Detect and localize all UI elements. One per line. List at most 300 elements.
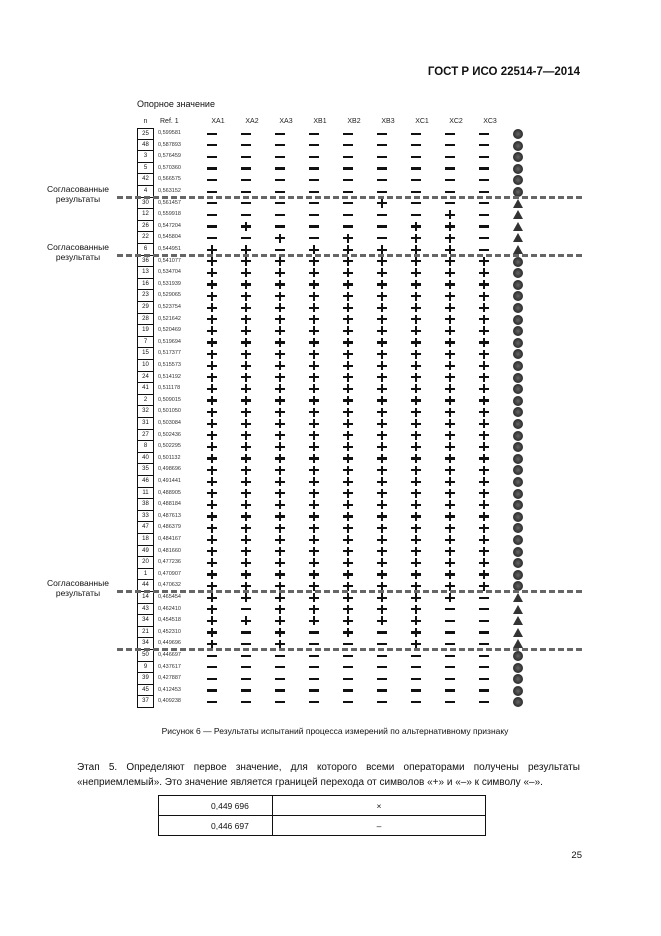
minus-icon <box>478 592 490 603</box>
plus-icon <box>206 441 218 452</box>
plus-icon <box>342 395 354 406</box>
plus-icon <box>376 279 388 290</box>
minus-icon <box>274 209 286 220</box>
plus-icon <box>478 569 490 580</box>
plus-icon <box>274 522 286 533</box>
table-row <box>0 534 661 546</box>
minus-icon <box>444 174 456 185</box>
sample-number: 9 <box>137 662 154 674</box>
plus-icon <box>410 534 422 545</box>
plus-icon <box>376 256 388 267</box>
minus-icon <box>410 650 422 661</box>
triangle-icon <box>513 222 523 231</box>
minus-icon <box>444 650 456 661</box>
reference-value: 0,465454 <box>158 594 181 600</box>
table-row <box>159 816 486 836</box>
plus-icon <box>444 406 456 417</box>
figure-subtitle: Опорное значение <box>137 99 215 109</box>
plus-icon <box>240 592 252 603</box>
reference-value: 0,521642 <box>158 315 181 322</box>
column-header-operator: XA3 <box>279 118 293 125</box>
plus-icon <box>240 464 252 475</box>
plus-icon <box>342 615 354 626</box>
plus-icon <box>308 418 320 429</box>
plus-icon <box>342 522 354 533</box>
table-cell-symbol: – <box>273 816 486 836</box>
plus-icon <box>342 627 354 638</box>
circle-icon <box>513 686 523 696</box>
table-row <box>0 325 661 337</box>
plus-icon <box>478 325 490 336</box>
plus-icon <box>206 627 218 638</box>
minus-icon <box>376 662 388 673</box>
plus-icon <box>410 592 422 603</box>
table-row <box>0 673 661 685</box>
plus-icon <box>478 557 490 568</box>
minus-icon <box>274 650 286 661</box>
minus-icon <box>410 140 422 151</box>
minus-icon <box>308 685 320 696</box>
plus-icon <box>410 430 422 441</box>
plus-icon <box>274 453 286 464</box>
minus-icon <box>206 221 218 232</box>
plus-icon <box>444 360 456 371</box>
minus-icon <box>410 128 422 139</box>
plus-icon <box>478 279 490 290</box>
circle-icon <box>513 175 523 185</box>
plus-icon <box>206 256 218 267</box>
triangle-icon <box>513 199 523 208</box>
plus-icon <box>308 406 320 417</box>
minus-icon <box>240 627 252 638</box>
reference-value: 0,599581 <box>158 130 181 136</box>
sample-number: 20 <box>137 557 154 569</box>
minus-icon <box>478 685 490 696</box>
plus-icon <box>342 325 354 336</box>
minus-icon <box>444 662 456 673</box>
table-row <box>0 685 661 697</box>
table-row <box>0 488 661 500</box>
plus-icon <box>274 290 286 301</box>
circle-icon <box>513 523 523 533</box>
plus-icon <box>206 418 218 429</box>
table-row <box>0 604 661 616</box>
triangle-icon <box>513 233 523 242</box>
plus-icon <box>274 476 286 487</box>
plus-icon <box>308 592 320 603</box>
minus-icon <box>308 673 320 684</box>
plus-icon <box>410 290 422 301</box>
sample-number: 19 <box>137 325 154 337</box>
plus-icon <box>274 464 286 475</box>
reference-value: 0,587893 <box>158 141 181 148</box>
plus-icon <box>444 546 456 557</box>
plus-icon <box>478 302 490 313</box>
sample-number: 22 <box>137 232 154 244</box>
table-row <box>0 140 661 152</box>
plus-icon <box>410 488 422 499</box>
minus-icon <box>308 151 320 162</box>
plus-icon <box>274 383 286 394</box>
plus-icon <box>444 325 456 336</box>
plus-icon <box>376 372 388 383</box>
plus-icon <box>274 604 286 615</box>
table-row <box>0 209 661 221</box>
sample-number: 33 <box>137 511 154 523</box>
plus-icon <box>444 488 456 499</box>
plus-icon <box>240 337 252 348</box>
plus-icon <box>478 534 490 545</box>
minus-icon <box>478 140 490 151</box>
table-row <box>0 627 661 639</box>
page-number: 25 <box>571 850 582 861</box>
sample-number: 32 <box>137 406 154 418</box>
table-cell-symbol: × <box>273 796 486 816</box>
plus-icon <box>410 256 422 267</box>
minus-icon <box>206 163 218 174</box>
sample-number: 7 <box>137 337 154 349</box>
minus-icon <box>240 650 252 661</box>
plus-icon <box>206 360 218 371</box>
minus-icon <box>274 696 286 707</box>
sample-number: 44 <box>137 580 154 592</box>
minus-icon <box>274 221 286 232</box>
plus-icon <box>478 546 490 557</box>
sample-number: 10 <box>137 360 154 372</box>
plus-icon <box>274 615 286 626</box>
minus-icon <box>376 140 388 151</box>
plus-icon <box>308 441 320 452</box>
plus-icon <box>342 476 354 487</box>
plus-icon <box>444 464 456 475</box>
reference-value: 0,446697 <box>158 652 181 658</box>
reference-value: 0,559918 <box>158 211 181 218</box>
minus-icon <box>274 174 286 185</box>
plus-icon <box>342 232 354 243</box>
plus-icon <box>240 279 252 290</box>
plus-icon <box>206 348 218 359</box>
plus-icon <box>410 499 422 510</box>
plus-icon <box>308 604 320 615</box>
reference-value: 0,488184 <box>158 501 181 508</box>
sample-number: 39 <box>137 673 154 685</box>
plus-icon <box>240 302 252 313</box>
sample-number: 27 <box>137 430 154 442</box>
column-header-operator: XB2 <box>347 118 361 125</box>
plus-icon <box>478 522 490 533</box>
plus-icon <box>308 615 320 626</box>
reference-value: 0,452310 <box>158 628 181 635</box>
table-row <box>0 337 661 349</box>
plus-icon <box>444 337 456 348</box>
minus-icon <box>478 221 490 232</box>
plus-icon <box>342 302 354 313</box>
reference-value: 0,481660 <box>158 547 181 554</box>
plus-icon <box>444 372 456 383</box>
reference-value: 0,509015 <box>158 396 181 403</box>
plus-icon <box>376 302 388 313</box>
plus-icon <box>206 592 218 603</box>
plus-icon <box>308 476 320 487</box>
plus-icon <box>444 418 456 429</box>
reference-value: 0,470632 <box>158 582 181 589</box>
triangle-icon <box>513 616 523 625</box>
plus-icon <box>376 476 388 487</box>
circle-icon <box>513 338 523 348</box>
minus-icon <box>376 696 388 707</box>
plus-icon <box>274 267 286 278</box>
minus-icon <box>240 209 252 220</box>
plus-icon <box>410 383 422 394</box>
circle-icon <box>513 477 523 487</box>
circle-icon <box>513 697 523 707</box>
plus-icon <box>308 279 320 290</box>
reference-value: 0,514192 <box>158 373 181 380</box>
plus-icon <box>444 232 456 243</box>
minus-icon <box>410 685 422 696</box>
minus-icon <box>240 662 252 673</box>
column-header-operator: XB3 <box>381 118 395 125</box>
plus-icon <box>478 372 490 383</box>
plus-icon <box>342 372 354 383</box>
column-header-operator: XC3 <box>483 118 497 125</box>
sample-number: 24 <box>137 372 154 384</box>
plus-icon <box>274 279 286 290</box>
circle-icon <box>513 384 523 394</box>
plus-icon <box>342 488 354 499</box>
sample-number: 34 <box>137 638 154 650</box>
plus-icon <box>410 511 422 522</box>
plus-icon <box>240 499 252 510</box>
reference-value: 0,454518 <box>158 617 181 624</box>
plus-icon <box>240 325 252 336</box>
plus-icon <box>478 476 490 487</box>
minus-icon <box>206 662 218 673</box>
column-header-operator: XB1 <box>313 118 327 125</box>
reference-value: 0,566575 <box>158 176 181 183</box>
plus-icon <box>308 569 320 580</box>
sample-number: 4 <box>137 186 154 198</box>
plus-icon <box>410 360 422 371</box>
plus-icon <box>410 348 422 359</box>
circle-icon <box>513 500 523 510</box>
plus-icon <box>274 314 286 325</box>
minus-icon <box>206 198 218 209</box>
triangle-icon <box>513 628 523 637</box>
plus-icon <box>240 534 252 545</box>
sample-number: 3 <box>137 151 154 163</box>
table-row <box>0 383 661 395</box>
plus-icon <box>478 267 490 278</box>
plus-icon <box>308 290 320 301</box>
minus-icon <box>206 209 218 220</box>
plus-icon <box>308 499 320 510</box>
reference-value: 0,449696 <box>158 640 181 647</box>
plus-icon <box>240 360 252 371</box>
plus-icon <box>410 279 422 290</box>
plus-icon <box>274 232 286 243</box>
column-header-n: n <box>143 118 148 125</box>
plus-icon <box>342 256 354 267</box>
plus-icon <box>478 360 490 371</box>
plus-icon <box>342 430 354 441</box>
plus-icon <box>410 406 422 417</box>
minus-icon <box>478 151 490 162</box>
minus-icon <box>478 174 490 185</box>
sample-number: 40 <box>137 453 154 465</box>
plus-icon <box>308 511 320 522</box>
minus-icon <box>240 140 252 151</box>
minus-icon <box>444 685 456 696</box>
circle-icon <box>513 164 523 174</box>
minus-icon <box>478 650 490 661</box>
plus-icon <box>444 511 456 522</box>
minus-icon <box>342 151 354 162</box>
minus-icon <box>274 140 286 151</box>
plus-icon <box>342 290 354 301</box>
plus-icon <box>240 615 252 626</box>
plus-icon <box>410 569 422 580</box>
sample-number: 31 <box>137 418 154 430</box>
minus-icon <box>240 163 252 174</box>
sample-number: 37 <box>137 696 154 708</box>
plus-icon <box>410 372 422 383</box>
plus-icon <box>444 476 456 487</box>
reference-value: 0,523754 <box>158 304 181 310</box>
minus-icon <box>478 232 490 243</box>
circle-icon <box>513 512 523 522</box>
plus-icon <box>240 314 252 325</box>
triangle-icon <box>513 210 523 219</box>
plus-icon <box>342 267 354 278</box>
minus-icon <box>478 696 490 707</box>
plus-icon <box>410 453 422 464</box>
reference-value: 0,561457 <box>158 199 181 206</box>
sample-number: 50 <box>137 650 154 662</box>
table-row <box>0 511 661 523</box>
minus-icon <box>410 163 422 174</box>
plus-icon <box>342 569 354 580</box>
plus-icon <box>308 325 320 336</box>
plus-icon <box>206 395 218 406</box>
plus-icon <box>410 464 422 475</box>
plus-icon <box>342 557 354 568</box>
minus-icon <box>342 128 354 139</box>
minus-icon <box>308 232 320 243</box>
plus-icon <box>206 430 218 441</box>
minus-icon <box>410 198 422 209</box>
table-row <box>0 696 661 708</box>
minus-icon <box>342 662 354 673</box>
reference-value: 0,502295 <box>158 443 181 450</box>
table-row <box>0 360 661 372</box>
table-row <box>0 499 661 511</box>
plus-icon <box>240 441 252 452</box>
plus-icon <box>240 557 252 568</box>
plus-icon <box>342 314 354 325</box>
plus-icon <box>410 302 422 313</box>
plus-icon <box>274 488 286 499</box>
plus-icon <box>444 569 456 580</box>
minus-icon <box>410 696 422 707</box>
plus-icon <box>206 337 218 348</box>
reference-value: 0,544951 <box>158 246 181 252</box>
minus-icon <box>444 696 456 707</box>
plus-icon <box>444 256 456 267</box>
plus-icon <box>444 348 456 359</box>
plus-icon <box>240 569 252 580</box>
minus-icon <box>444 128 456 139</box>
plus-icon <box>274 546 286 557</box>
minus-icon <box>206 696 218 707</box>
minus-icon <box>308 163 320 174</box>
plus-icon <box>410 441 422 452</box>
table-row <box>0 314 661 326</box>
minus-icon <box>274 685 286 696</box>
table-row <box>0 406 661 418</box>
plus-icon <box>410 627 422 638</box>
plus-icon <box>444 302 456 313</box>
reference-value: 0,498696 <box>158 466 181 473</box>
values-table <box>158 795 486 836</box>
plus-icon <box>240 372 252 383</box>
column-header-operator: XC2 <box>449 118 463 125</box>
boundary-dashed-line <box>117 590 582 593</box>
minus-icon <box>206 151 218 162</box>
minus-icon <box>308 627 320 638</box>
minus-icon <box>308 198 320 209</box>
plus-icon <box>308 383 320 394</box>
minus-icon <box>376 221 388 232</box>
plus-icon <box>206 522 218 533</box>
plus-icon <box>342 406 354 417</box>
plus-icon <box>410 395 422 406</box>
plus-icon <box>308 348 320 359</box>
reference-value: 0,477236 <box>158 559 181 566</box>
plus-icon <box>274 499 286 510</box>
plus-icon <box>342 337 354 348</box>
sample-number: 49 <box>137 546 154 558</box>
plus-icon <box>376 464 388 475</box>
plus-icon <box>206 314 218 325</box>
plus-icon <box>478 348 490 359</box>
plus-icon <box>376 406 388 417</box>
minus-icon <box>478 604 490 615</box>
plus-icon <box>240 430 252 441</box>
plus-icon <box>444 314 456 325</box>
sample-number: 45 <box>137 685 154 697</box>
sample-number: 21 <box>137 627 154 639</box>
minus-icon <box>274 163 286 174</box>
plus-icon <box>478 383 490 394</box>
circle-icon <box>513 465 523 475</box>
minus-icon <box>206 685 218 696</box>
minus-icon <box>478 615 490 626</box>
plus-icon <box>376 348 388 359</box>
plus-icon <box>240 522 252 533</box>
plus-icon <box>308 464 320 475</box>
plus-icon <box>342 511 354 522</box>
plus-icon <box>240 383 252 394</box>
plus-icon <box>240 418 252 429</box>
plus-icon <box>342 418 354 429</box>
minus-icon <box>274 128 286 139</box>
sample-number: 47 <box>137 522 154 534</box>
minus-icon <box>410 174 422 185</box>
plus-icon <box>410 337 422 348</box>
plus-icon <box>240 476 252 487</box>
plus-icon <box>308 372 320 383</box>
